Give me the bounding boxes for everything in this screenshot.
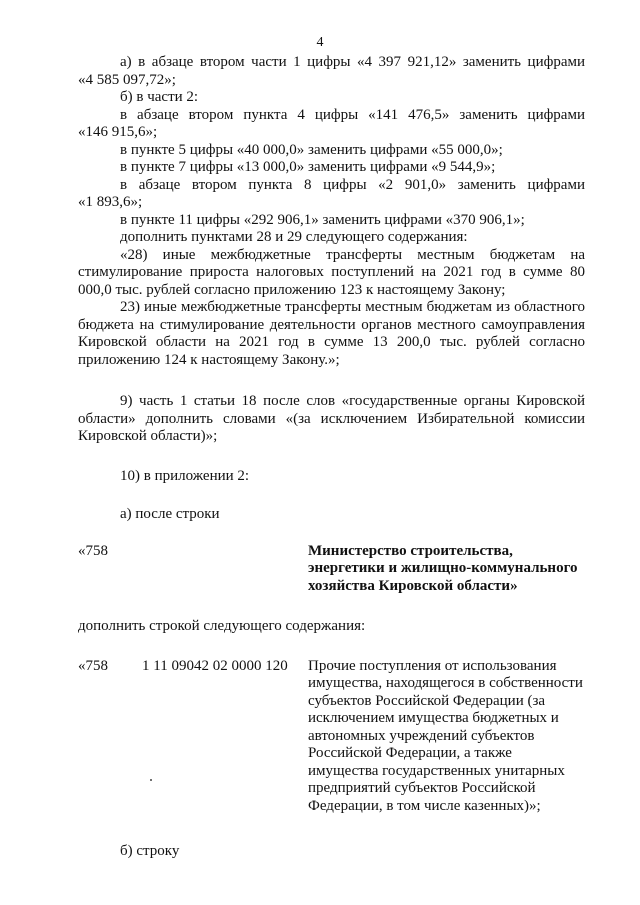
para-b4-line1: в абзаце втором пункта 8 цифры «2 901,0» заменить цифрами <box>120 176 585 193</box>
para-b3: в пункте 7 цифры «13 000,0» заменить цифрами «9 544,9»; <box>120 159 496 175</box>
document-body <box>78 54 585 861</box>
para-b2: в пункте 5 цифры «40 000,0» заменить цифрами «55 000,0»; <box>120 141 503 158</box>
row1-code: «758 <box>78 542 108 559</box>
para-b6: дополнить пунктами 28 и 29 следующего содержания: <box>120 229 468 245</box>
para-9: 9) часть 1 статьи 18 после слов «государственные органы Кировской области» дополнить словами «(за исключением Избирательной комиссии Кировской области)»; <box>78 393 585 444</box>
para-a-line2: «4 585 097,72»; <box>78 71 176 88</box>
item-23: 23) иные межбюджетные трансферты местным бюджетам из областного бюджета на стимулирование деятельности органов местного самоуправления Кировской области на 2021 год в сумме 13 200,0 тыс. рублей согласно приложению 124 к настоящему Закону.»; <box>78 299 585 368</box>
row1-name: Министерство строительства, энергетики и жилищно-коммунального хозяйства Кировской области» <box>308 542 578 594</box>
para-10b: б) строку <box>120 843 180 859</box>
para-b5: в пункте 11 цифры «292 906,1» заменить цифрами «370 906,1»; <box>120 211 525 228</box>
para-b: б) в части 2: <box>120 89 199 105</box>
para-b1-line2: «146 915,6»; <box>78 124 158 140</box>
page-number: 4 <box>316 35 324 50</box>
item-28: «28) иные межбюджетные трансферты местным бюджетам на стимулирование прироста налоговых поступлений на 2021 год в сумме 80 000,0 тыс. рублей согласно приложению 123 к настоящему Закону; <box>78 246 585 298</box>
para-10: 10) в приложении 2: <box>120 467 250 484</box>
row2-code: «758 <box>78 657 108 674</box>
table-row-1 <box>78 543 585 596</box>
para-b1-line1: в абзаце втором пункта 4 цифры «141 476,5» заменить цифрами <box>120 106 585 123</box>
para-a-line1: а) в абзаце втором части 1 цифры «4 397 921,12» заменить цифрами <box>120 54 585 70</box>
row2-kbk: 1 11 09042 02 0000 120 <box>142 657 288 674</box>
table-row-2 <box>78 658 585 816</box>
para-10a: а) после строки <box>120 506 220 522</box>
para-add-row: дополнить строкой следующего содержания: <box>78 618 366 634</box>
para-b4-line2: «1 893,6»; <box>78 194 143 210</box>
row2-name: Прочие поступления от использования имущества, находящегося в собственности субъектов Российской Федерации (за исключением имущества бюджетных и автономных учреждений субъектов Российской Федерации, а также имущества государственных унитарных предприятий субъектов Российской Федерации, в том числе казенных)»; <box>308 657 583 814</box>
scan-speck <box>150 779 152 781</box>
